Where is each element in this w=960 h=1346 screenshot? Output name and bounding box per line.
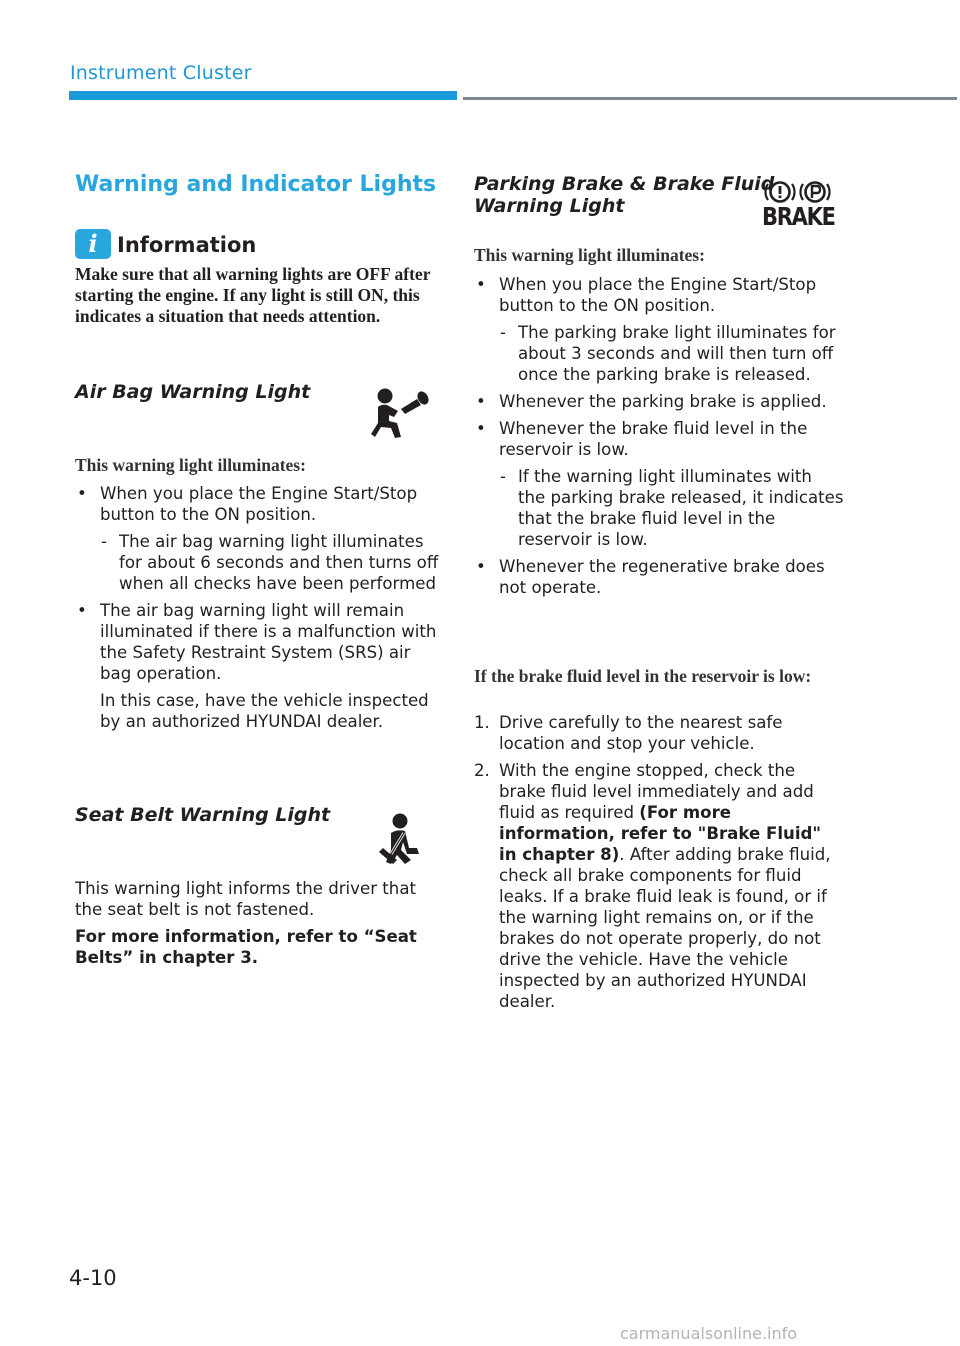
brake-step-2-reference: (For more information, refer to "Brake Fluid" in chapter 8) — [499, 803, 822, 864]
header-rule-blue — [69, 91, 457, 100]
airbag-bullet-1: • When you place the Engine Start/Stop button to the ON position. — [75, 483, 445, 525]
brake-step-1-number: 1. — [474, 713, 490, 732]
brake-step-1-text: Drive carefully to the nearest safe location and stop your vehicle. — [499, 713, 783, 753]
brake-intro: This warning light illuminates: — [474, 245, 705, 265]
seatbelt-title: Seat Belt Warning Light — [75, 804, 331, 826]
brake-title-line-2: Warning Light — [474, 195, 625, 217]
brake-icon-text: BRAKE — [762, 202, 835, 231]
watermark: carmanualsonline.info — [620, 1324, 798, 1343]
airbag-title: Air Bag Warning Light — [75, 381, 311, 403]
airbag-bullet-1-sub: - The air bag warning light illuminates for about 6 seconds and then turns off when all checks have been performed — [75, 531, 445, 594]
airbag-list — [75, 483, 445, 732]
brake-list — [474, 274, 844, 598]
brake-bullet-2: • Whenever the parking brake is applied. — [474, 391, 844, 412]
brake-bullet-3-sub: - If the warning light illuminates with the parking brake released, it indicates that the brake fluid level in the reservoir is low. — [474, 466, 844, 550]
brake-bullet-1-sub: - The parking brake light illuminates for about 3 seconds and will then turn off once the parking brake is released. — [474, 322, 844, 385]
header-rule-gray — [463, 97, 957, 100]
seatbelt-text: This warning light informs the driver that the seat belt is not fastened. — [75, 879, 416, 919]
airbag-warning-icon — [371, 387, 429, 439]
brake-step-1 — [474, 712, 844, 754]
airbag-bullet-2-continued: In this case, have the vehicle inspected by an authorized HYUNDAI dealer. — [100, 691, 429, 731]
airbag-bullet-2: • The air bag warning light will remain illuminated if there is a malfunction with the Safety Restraint System (SRS) air bag operation. — [75, 600, 445, 684]
brake-steps — [474, 712, 844, 1012]
seatbelt-reference: For more information, refer to “Seat Belts” in chapter 3. — [75, 927, 417, 967]
brake-step-2-text-a: With the engine stopped, check the brake fluid level immediately and add fluid as required — [499, 761, 814, 822]
brake-bullet-1: • When you place the Engine Start/Stop button to the ON position. — [474, 274, 844, 316]
section-title: Warning and Indicator Lights — [75, 172, 437, 197]
seatbelt-warning-icon — [371, 812, 425, 866]
page-number: 4-10 — [69, 1266, 117, 1290]
airbag-intro: This warning light illuminates: — [75, 455, 306, 475]
brake-step-2 — [474, 760, 844, 1012]
brake-bullet-4: • Whenever the regenerative brake does not operate. — [474, 556, 844, 598]
seatbelt-text-block — [75, 878, 445, 968]
information-icon — [75, 229, 111, 259]
brake-bullet-3: • Whenever the brake fluid level in the reservoir is low. — [474, 418, 844, 460]
information-text: Make sure that all warning lights are OFF after starting the engine. If any light is still ON, this indicates a situation that needs attention. — [75, 264, 431, 326]
brake-step-2-text-b: . After adding brake fluid, check all brake components for fluid leaks. If a brake fluid leak is found, or if the warning light remains on, or if the brakes do not operate properly, do not drive the vehicle. Have the vehicle inspected by an authorized HYUNDAI dealer. — [499, 845, 831, 1011]
brake-title-line-1: Parking Brake & Brake Fluid — [474, 173, 775, 195]
brake-title — [474, 173, 774, 217]
brake-warning-icon — [762, 180, 834, 204]
header-title: Instrument Cluster — [70, 62, 252, 84]
brake-low-fluid-title: If the brake fluid level in the reservoir is low: — [474, 666, 812, 686]
brake-step-2-number: 2. — [474, 761, 490, 780]
information-title: Information — [117, 233, 257, 257]
information-icon-letter: i — [88, 229, 98, 258]
